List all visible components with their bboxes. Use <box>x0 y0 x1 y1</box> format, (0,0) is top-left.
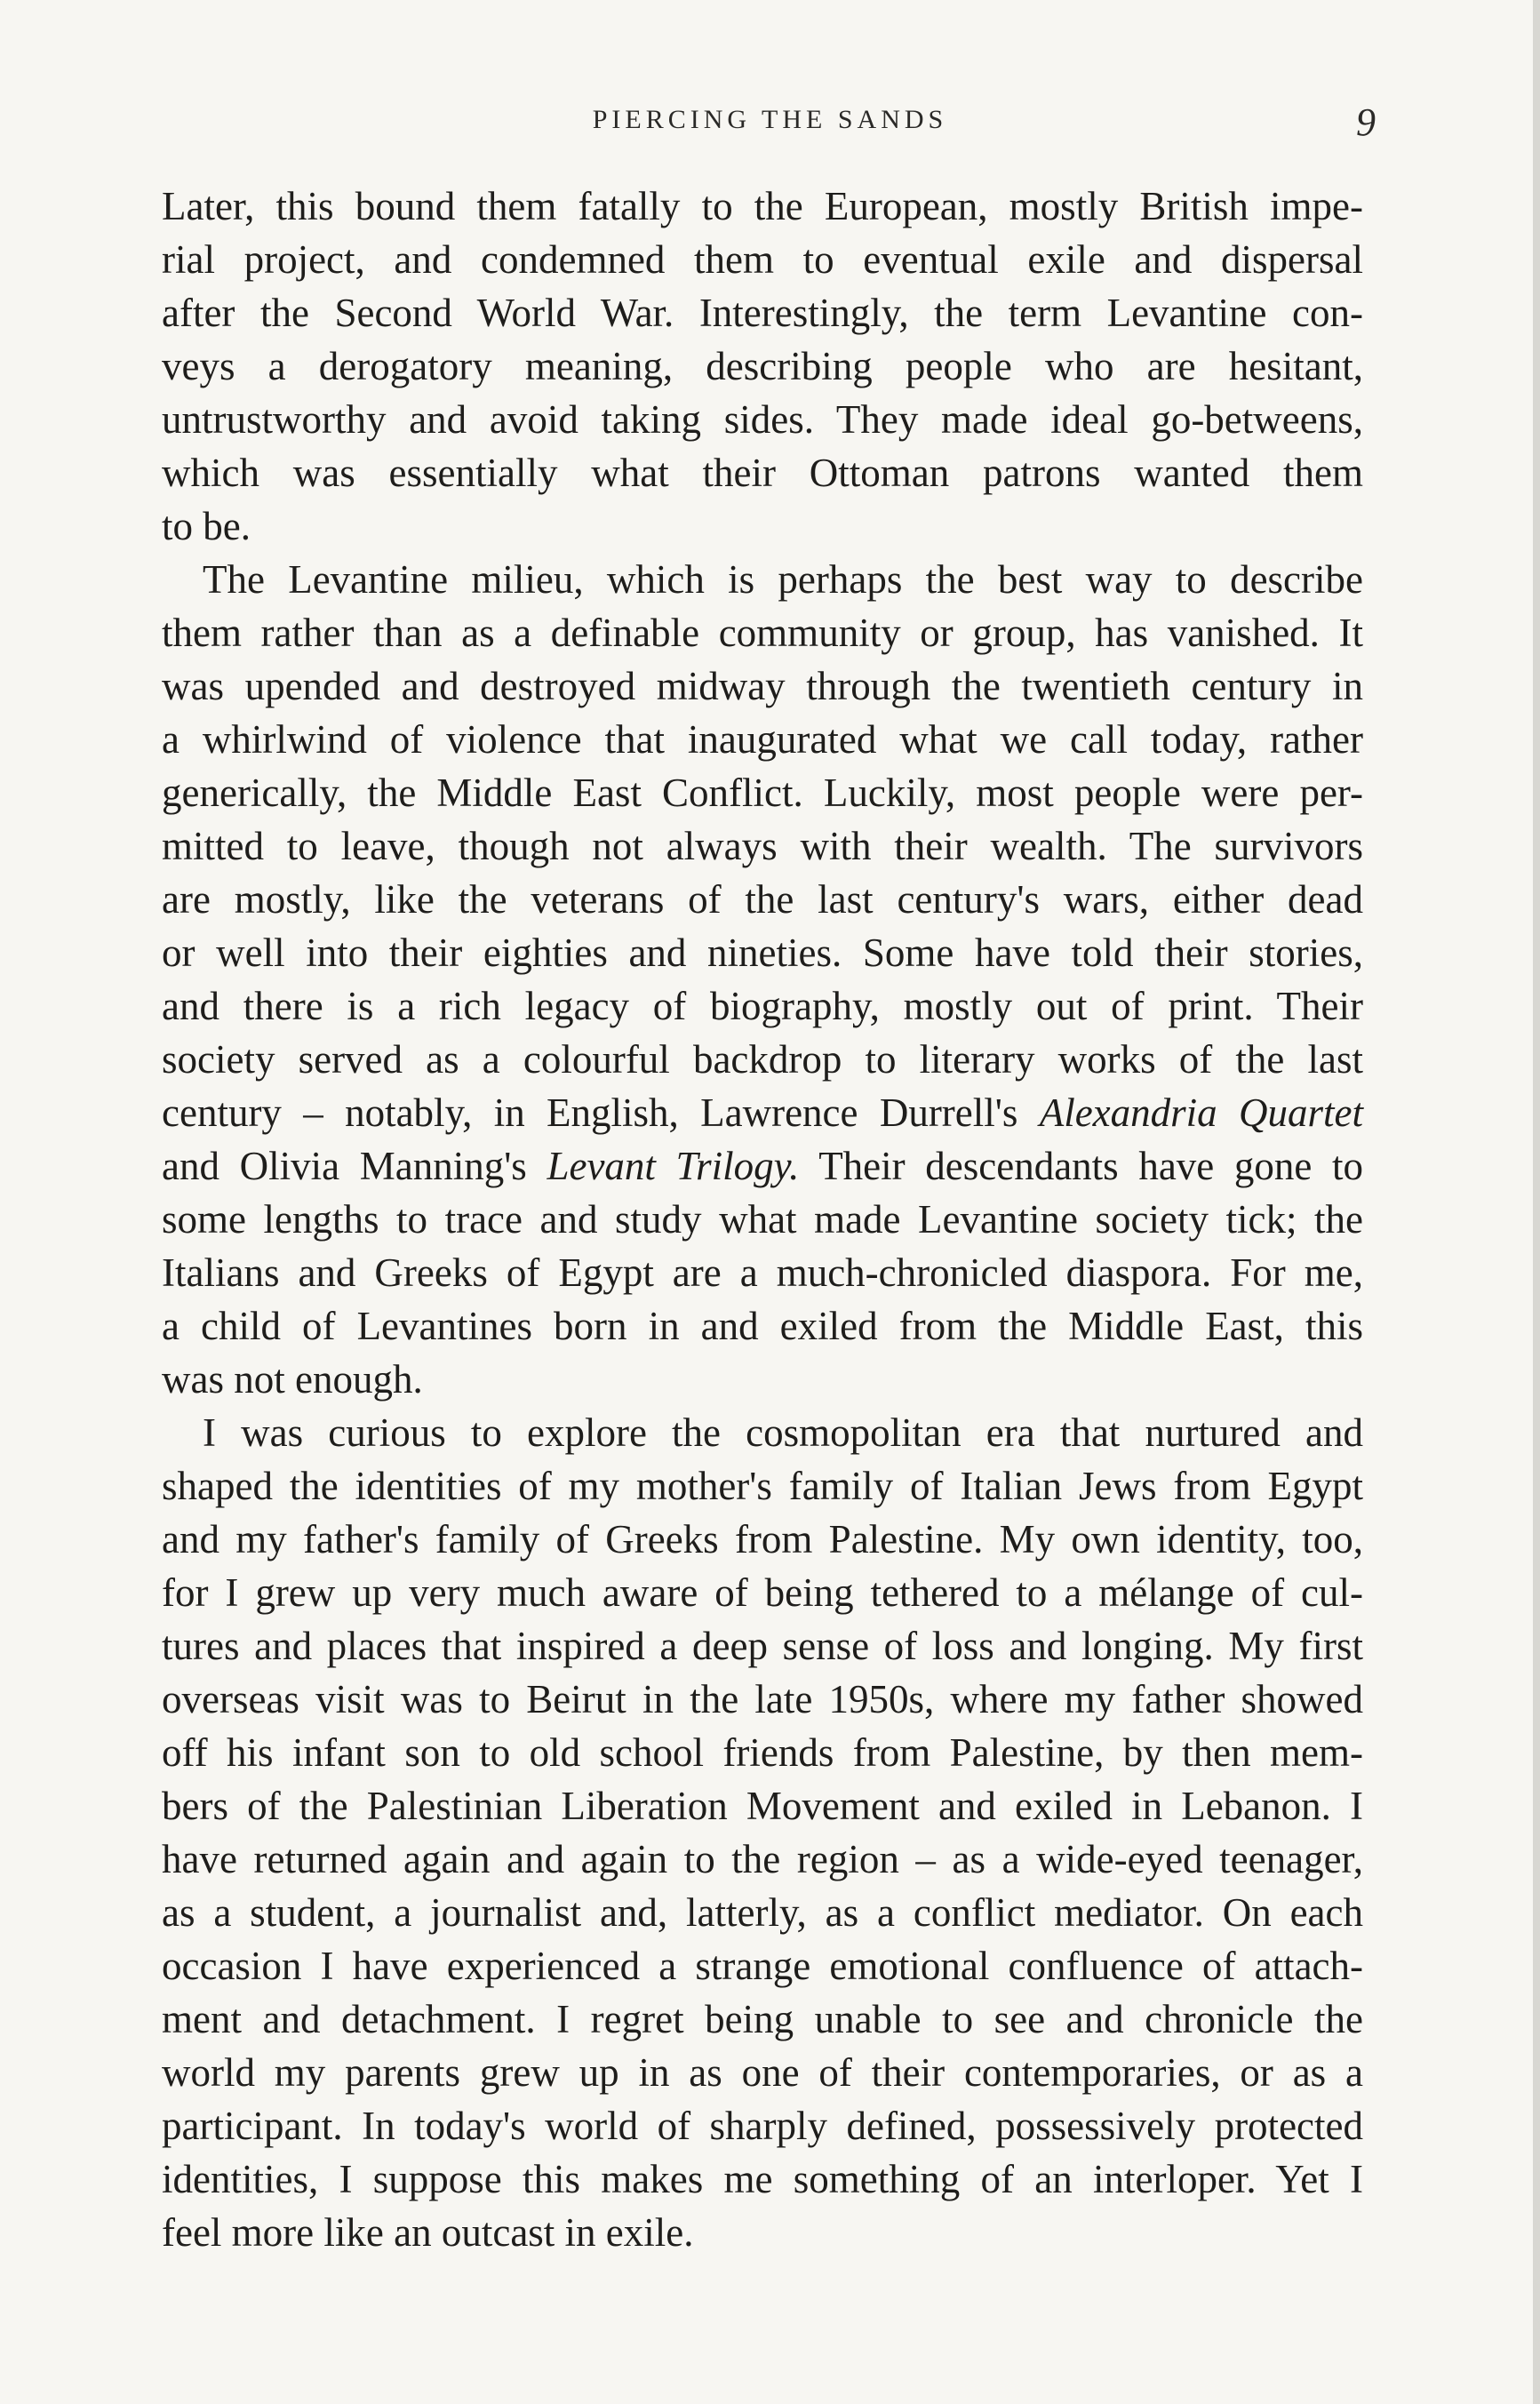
text-line: Italians and Greeks of Egypt are a much-chronicled diaspora. For me, <box>162 1250 1363 1295</box>
text-line <box>162 1139 1363 1193</box>
text-line: which was essentially what their Ottoman patrons wanted them <box>162 451 1363 495</box>
text-line: are mostly, like the veterans of the last century's wars, either dead <box>162 877 1363 922</box>
text-line: tures and places that inspired a deep sense of loss and longing. My first <box>162 1624 1363 1668</box>
text-line: as a student, a journalist and, latterly, as a conflict mediator. On each <box>162 1890 1363 1935</box>
running-head: PIERCING THE SANDS <box>592 105 948 134</box>
page-number: 9 <box>1356 100 1376 144</box>
text-line: to be. <box>162 504 251 548</box>
text-line: after the Second World War. Interestingly, the term Levantine con- <box>162 291 1363 335</box>
text-line: some lengths to trace and study what made Levantine society tick; the <box>162 1197 1363 1242</box>
text-line: for I grew up very much aware of being tethered to a mélange of cul- <box>162 1570 1363 1615</box>
text-line: identities, I suppose this makes me something of an interloper. Yet I <box>162 2157 1363 2201</box>
text-line: a child of Levantines born in and exiled from the Middle East, this <box>162 1304 1363 1348</box>
text-line: off his infant son to old school friends from Palestine, by then mem- <box>162 1730 1363 1775</box>
page-edge-shadow <box>1533 0 1540 2404</box>
text-line: was not enough. <box>162 1357 423 1402</box>
body-text <box>162 180 1363 2259</box>
text-line: participant. In today's world of sharply defined, possessively protected <box>162 2104 1363 2148</box>
text-line: mitted to leave, though not always with their wealth. The survivors <box>162 824 1363 868</box>
text-line: feel more like an outcast in exile. <box>162 2210 694 2255</box>
text-line: occasion I have experienced a strange emotional confluence of attach- <box>162 1944 1363 1988</box>
book-title-levant-trilogy: Levant Trilogy. <box>547 1144 800 1188</box>
text-run: century – notably, in English, Lawrence Durrell's <box>162 1090 1040 1135</box>
text-run: Their descendants have gone to <box>799 1144 1364 1188</box>
text-line: and there is a rich legacy of biography, mostly out of print. Their <box>162 984 1363 1028</box>
text-line: society served as a colourful backdrop to literary works of the last <box>162 1037 1363 1082</box>
paragraph-first-line: The Levantine milieu, which is perhaps the best way to describe <box>203 557 1363 602</box>
text-line: have returned again and again to the region – as a wide-eyed teenager, <box>162 1837 1363 1881</box>
text-line: shaped the identities of my mother's family of Italian Jews from Egypt <box>162 1464 1363 1508</box>
text-line: ment and detachment. I regret being unable to see and chronicle the <box>162 1997 1363 2041</box>
text-line: them rather than as a definable community or group, has vanished. It <box>162 611 1363 655</box>
text-line: rial project, and condemned them to eventual exile and dispersal <box>162 237 1363 282</box>
text-line: generically, the Middle East Conflict. Luckily, most people were per- <box>162 771 1363 815</box>
text-line <box>162 1086 1363 1139</box>
text-line: world my parents grew up in as one of their contemporaries, or as a <box>162 2050 1363 2095</box>
text-line: bers of the Palestinian Liberation Movement and exiled in Lebanon. I <box>162 1784 1363 1828</box>
text-line: and my father's family of Greeks from Palestine. My own identity, too, <box>162 1517 1363 1561</box>
paragraph-first-line: I was curious to explore the cosmopolitan era that nurtured and <box>203 1410 1363 1455</box>
text-run: and Olivia Manning's <box>162 1144 547 1188</box>
text-line: or well into their eighties and nineties. Some have told their stories, <box>162 930 1363 975</box>
text-line: veys a derogatory meaning, describing people who are hesitant, <box>162 344 1363 388</box>
text-line: was upended and destroyed midway through the twentieth century in <box>162 664 1363 708</box>
text-line: overseas visit was to Beirut in the late 1950s, where my father showed <box>162 1677 1363 1721</box>
text-line: a whirlwind of violence that inaugurated what we call today, rather <box>162 717 1363 762</box>
text-line: untrustworthy and avoid taking sides. They made ideal go-betweens, <box>162 397 1363 442</box>
book-title-alexandria-quartet: Alexandria Quartet <box>1039 1090 1363 1135</box>
text-line: Later, this bound them fatally to the European, mostly British impe- <box>162 184 1363 228</box>
